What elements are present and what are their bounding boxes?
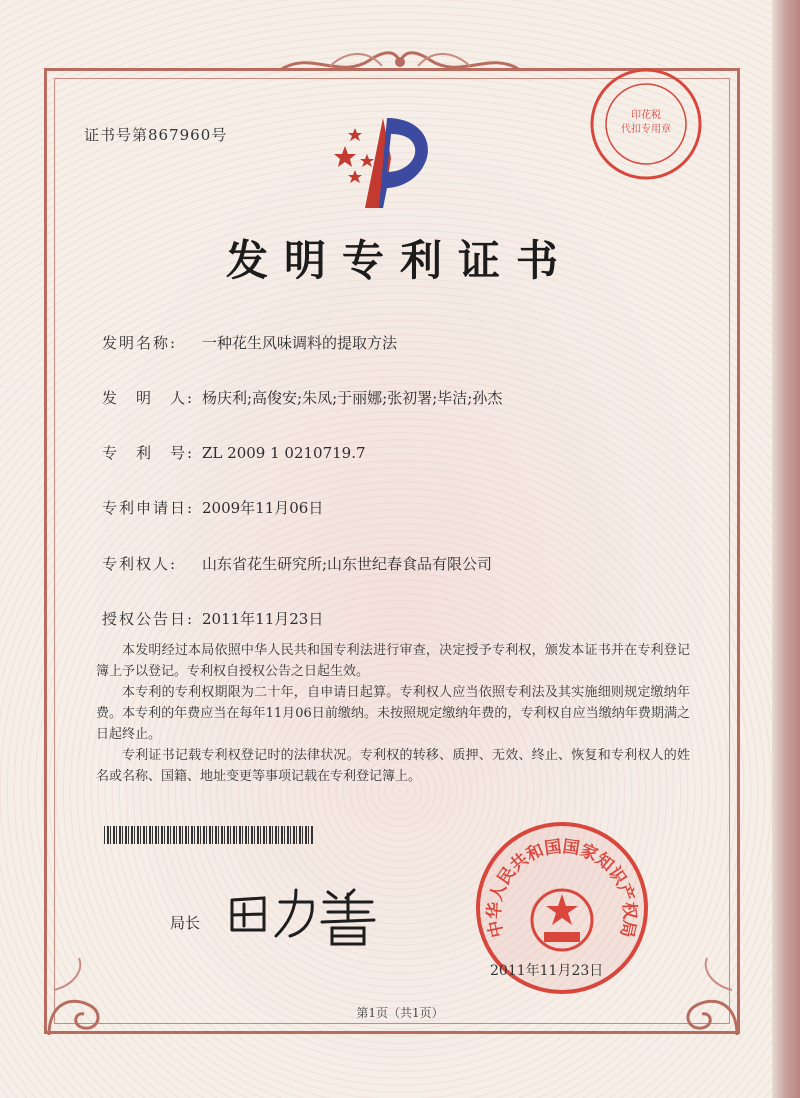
body-paragraph-2: 本专利的专利权期限为二十年，自申请日起算。专利权人应当依照专利法及其实施细则规定缴纳年费。本专利的年费应当在每年11月06日前缴纳。未按照规定缴纳年费的，专利权自应当缴纳年费期满之日起终止。: [96, 685, 690, 742]
patent-number-row: [102, 442, 366, 463]
certificate-number: 证书号第867960号: [84, 126, 228, 144]
certificate-title: 发明专利证书: [225, 236, 574, 285]
patentee-label: 专利权人:: [102, 555, 178, 573]
svg-text:代扣专用章: 代扣专用章: [621, 124, 671, 135]
patent-office-logo: [325, 98, 445, 218]
director-signature: [224, 880, 384, 950]
invention-name-value: 一种花生风味调料的提取方法: [202, 334, 398, 352]
invention-name-row: [102, 332, 397, 353]
inventors-label: 发 明 人:: [102, 389, 195, 407]
director-label: 局长: [170, 914, 201, 932]
svg-text:印花税: 印花税: [631, 110, 661, 121]
filing-date-value: 2009年11月06日: [202, 499, 324, 517]
certificate-body: [96, 640, 690, 787]
grant-date-label: 授权公告日:: [102, 610, 195, 628]
patentee-value: 山东省花生研究所;山东世纪春食品有限公司: [202, 555, 493, 573]
filing-date-row: [102, 497, 323, 518]
invention-name-label: 发明名称:: [102, 334, 178, 352]
body-paragraph-3: 专利证书记载专利权登记时的法律状况。专利权的转移、质押、无效、终止、恢复和专利权人的姓名或名称、国籍、地址变更等事项记载在专利登记簿上。: [96, 748, 690, 784]
inventors-value: 杨庆利;高俊安;朱凤;于丽娜;张初署;毕洁;孙杰: [202, 389, 503, 407]
tax-stamp-seal: [588, 66, 704, 182]
patent-number-label: 专 利 号:: [102, 444, 195, 462]
page-number: 第1页（共1页）: [356, 1006, 444, 1020]
binding-edge: [772, 0, 800, 1098]
grant-date-value: 2011年11月23日: [202, 610, 324, 628]
inventors-row: [102, 387, 502, 408]
patent-number-value: ZL 2009 1 0210719.7: [202, 444, 366, 462]
body-paragraph-1: 本发明经过本局依照中华人民共和国专利法进行审查，决定授予专利权，颁发本证书并在专利登记簿上予以登记。专利权自授权公告之日起生效。: [96, 643, 690, 679]
grant-date-row: [102, 608, 323, 629]
filing-date-label: 专利申请日:: [102, 499, 195, 517]
top-ornament: [270, 40, 530, 82]
seal-text: 中华人民共和国国家知识产权局: [484, 836, 640, 940]
bottom-right-ornament: [652, 950, 742, 1040]
patentee-row: [102, 553, 492, 574]
bottom-left-ornament: [44, 950, 134, 1040]
barcode: [104, 826, 314, 844]
seal-date: 2011年11月23日: [490, 963, 604, 979]
